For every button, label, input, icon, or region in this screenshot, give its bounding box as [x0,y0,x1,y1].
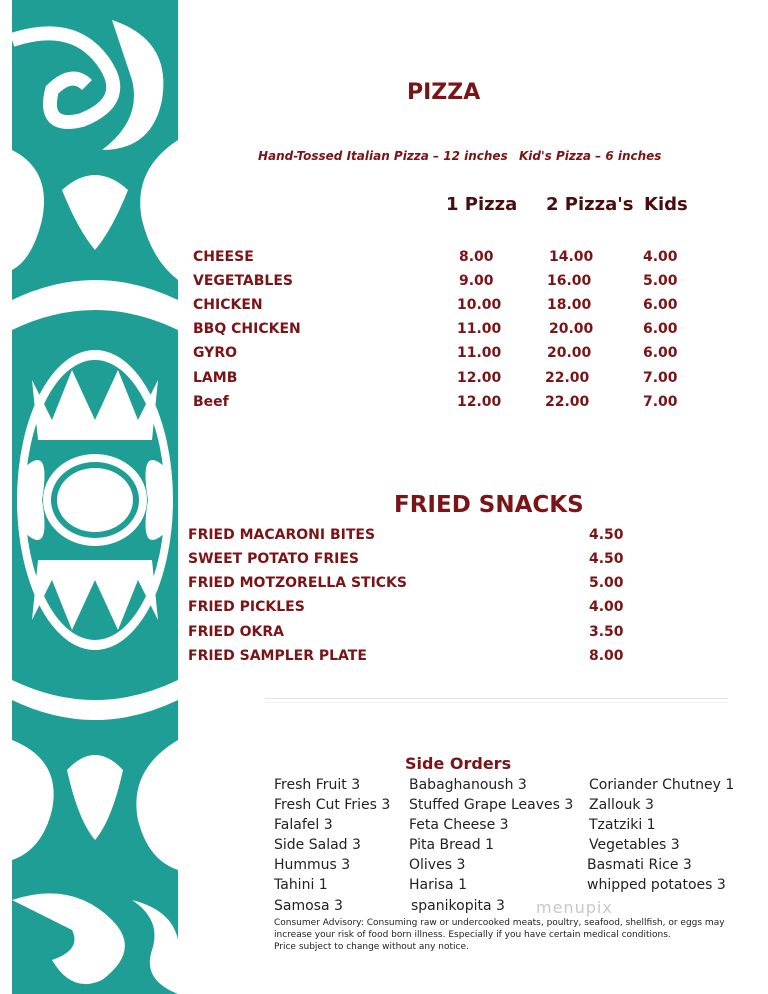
snack-row-price: 8.00 [589,648,624,664]
pizza-row-price-one: 10.00 [457,297,502,313]
side-item: Samosa 3 [274,898,343,914]
pizza-row-price-one: 11.00 [457,321,502,337]
pizza-subtitle-kids: Kid's Pizza – 6 inches [519,149,662,163]
consumer-advisory [274,917,734,953]
pizza-row-price-two: 20.00 [549,321,594,337]
decorative-sidebar [12,0,178,994]
side-item: Coriander Chutney 1 [589,777,735,793]
side-item: Olives 3 [409,857,466,873]
snack-row-price: 4.50 [589,527,624,543]
side-item: Fresh Fruit 3 [274,777,361,793]
side-item: Hummus 3 [274,857,351,873]
pizza-section-title: PIZZA [407,80,481,105]
snack-row-price: 4.50 [589,551,624,567]
sides-section-title: Side Orders [405,754,512,773]
snack-row-name: FRIED PICKLES [188,599,305,615]
pizza-row-price-one: 12.00 [457,370,502,386]
side-item: whipped potatoes 3 [587,877,726,893]
watermark-logo: menupix [536,898,613,917]
side-item: Vegetables 3 [589,837,680,853]
pizza-row-price-kids: 6.00 [643,345,678,361]
pizza-subtitle-size: Hand-Tossed Italian Pizza – 12 inches [258,149,508,163]
pizza-row-name: Beef [193,394,229,410]
side-item: Side Salad 3 [274,837,361,853]
pizza-row-name: BBQ CHICKEN [193,321,301,337]
pizza-row-price-one: 11.00 [457,345,502,361]
pizza-row-price-two: 18.00 [547,297,592,313]
snack-row-price: 5.00 [589,575,624,591]
pizza-row-price-one: 9.00 [459,273,494,289]
pizza-row-name: CHEESE [193,249,254,265]
side-item: Basmati Rice 3 [587,857,692,873]
pizza-row-price-two: 14.00 [549,249,594,265]
pizza-row-price-one: 12.00 [457,394,502,410]
col-header-kids: Kids [644,194,688,215]
pizza-row-price-kids: 6.00 [643,321,678,337]
side-item: Tahini 1 [274,877,328,893]
side-item: Harisa 1 [409,877,467,893]
pizza-row-name: VEGETABLES [193,273,293,289]
side-item: Feta Cheese 3 [409,817,509,833]
snack-row-name: SWEET POTATO FRIES [188,551,359,567]
price-notice: Price subject to change without any notice. [274,942,469,952]
side-item: Pita Bread 1 [409,837,495,853]
pizza-row-price-kids: 7.00 [643,370,678,386]
pizza-row-price-two: 22.00 [545,370,590,386]
side-item: Stuffed Grape Leaves 3 [409,797,574,813]
pizza-row-price-one: 8.00 [459,249,494,265]
snack-row-price: 4.00 [589,599,624,615]
advisory-line: increase your risk of food born illness. Especially if you have certain medical conditions. [274,930,671,940]
pizza-row-price-kids: 4.00 [643,249,678,265]
advisory-line: Consumer Advisory: Consuming raw or undercooked meats, poultry, seafood, shellfish, or eggs may [274,918,725,928]
side-item: Tzatziki 1 [589,817,656,833]
side-item: Falafel 3 [274,817,333,833]
pizza-row-name: GYRO [193,345,238,361]
side-item: Zallouk 3 [589,797,654,813]
snacks-section-title: FRIED SNACKS [394,492,584,518]
snack-row-name: FRIED MACARONI BITES [188,527,376,543]
section-divider [265,698,728,703]
pizza-row-price-kids: 6.00 [643,297,678,313]
side-item: Babaghanoush 3 [409,777,527,793]
pizza-row-price-kids: 7.00 [643,394,678,410]
pizza-row-price-two: 20.00 [547,345,592,361]
col-header-one-pizza: 1 Pizza [446,194,518,215]
snack-row-name: FRIED SAMPLER PLATE [188,648,367,664]
side-item: Fresh Cut Fries 3 [274,797,391,813]
pizza-row-name: CHICKEN [193,297,263,313]
snack-row-name: FRIED OKRA [188,624,284,640]
pizza-row-price-two: 22.00 [545,394,590,410]
snack-row-price: 3.50 [589,624,624,640]
snack-row-name: FRIED MOTZORELLA STICKS [188,575,407,591]
col-header-two-pizzas: 2 Pizza's [546,194,634,215]
side-item: spanikopita 3 [411,898,505,914]
pizza-row-price-kids: 5.00 [643,273,678,289]
pizza-row-price-two: 16.00 [547,273,592,289]
pizza-row-name: LAMB [193,370,238,386]
